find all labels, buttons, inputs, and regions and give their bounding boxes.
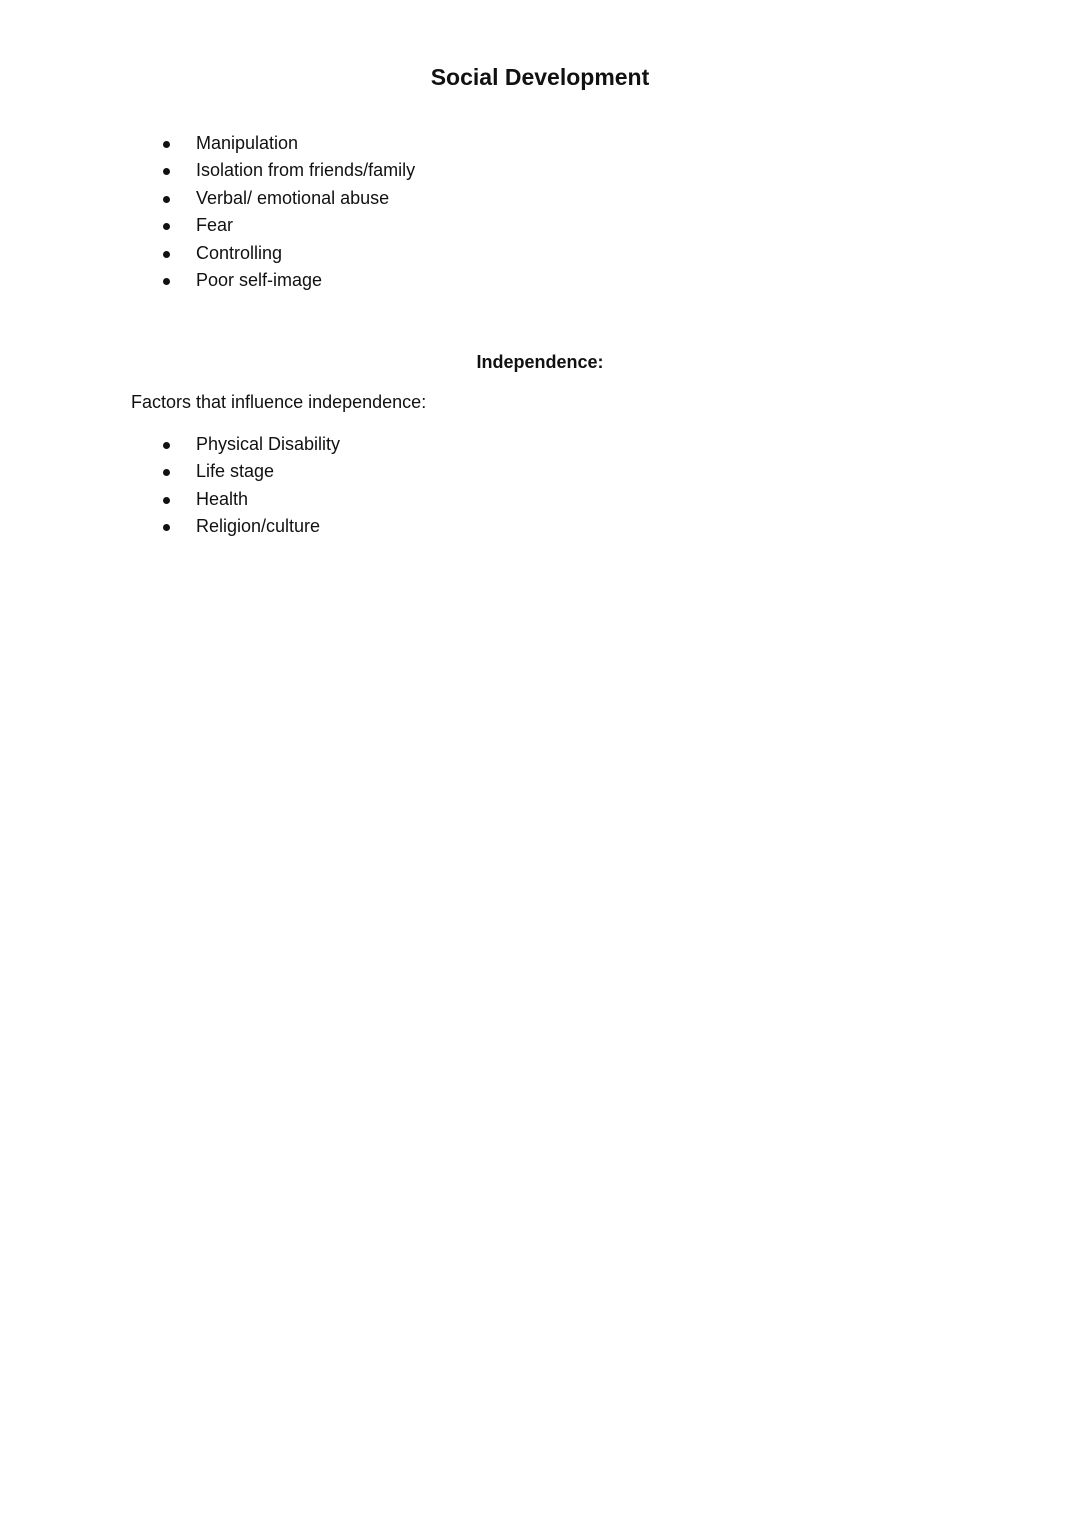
list-item-text: Verbal/ emotional abuse: [196, 187, 390, 208]
list-item: [160, 130, 415, 157]
list-item-text: Fear: [196, 215, 234, 236]
bullet-icon: [163, 251, 170, 258]
list-item-text: Physical Disability: [196, 434, 341, 454]
bullet-icon: [163, 278, 170, 285]
list-item-text: Isolation from friends/family: [196, 160, 416, 181]
list-item: [160, 486, 340, 513]
bullet-icon: [163, 168, 170, 175]
bullet-icon: [163, 223, 170, 230]
bullet-icon: [163, 442, 170, 449]
list-item-text: Manipulation: [196, 133, 299, 153]
bullet-icon: [163, 141, 170, 148]
list-item: [160, 267, 415, 294]
list-item-text: Health: [196, 488, 249, 509]
bullet-icon: [163, 196, 170, 203]
list-item: [160, 513, 340, 540]
bullet-icon: [163, 497, 170, 504]
list-item: [160, 157, 415, 184]
list-item: [160, 185, 415, 212]
bullet-icon: [163, 469, 170, 476]
list-item-text: Religion/culture: [196, 516, 321, 537]
list-item: [160, 431, 340, 458]
independence-factors-list: [160, 431, 340, 541]
page-title: Social Development: [430, 64, 650, 90]
list-item-text: Poor self-image: [196, 270, 323, 291]
independence-heading: Independence:: [476, 352, 604, 372]
bullet-icon: [163, 524, 170, 531]
list-item: [160, 458, 340, 485]
list-item-text: Controlling: [196, 242, 283, 263]
list-item-text: Life stage: [196, 461, 275, 482]
factors-intro: Factors that influence independence:: [131, 392, 427, 412]
list-item: [160, 212, 415, 239]
list-item: [160, 240, 415, 267]
abuse-signs-list: [160, 130, 415, 294]
